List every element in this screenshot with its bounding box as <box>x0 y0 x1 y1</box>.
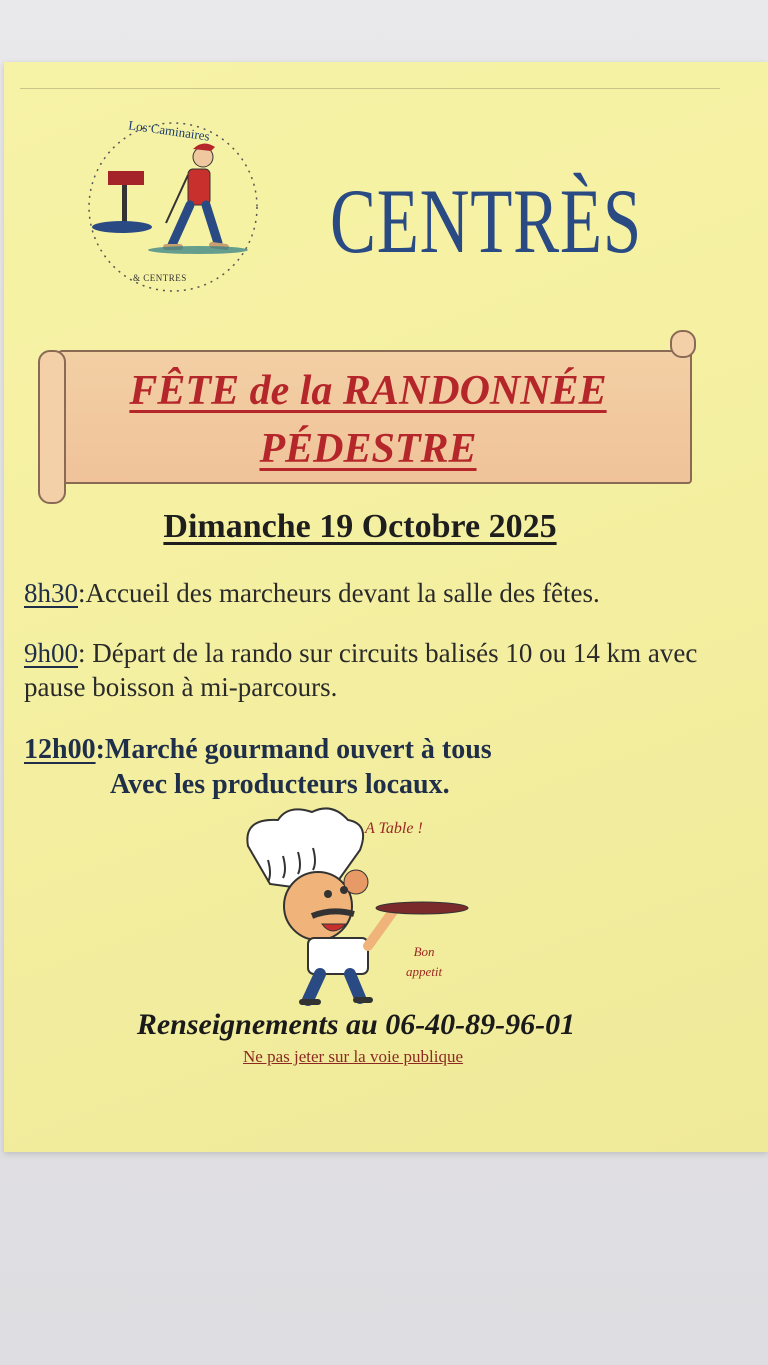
banner-roll-right <box>670 330 696 358</box>
program-text: : Départ de la rando sur circuits balisés 10 ou 14 km avec pause boisson à mi-parcours. <box>24 638 698 702</box>
program-time: 9h00 <box>24 638 78 668</box>
event-date: Dimanche 19 Octobre 2025 <box>163 508 557 545</box>
program-text: :Marché gourmand ouvert à tous <box>95 734 492 765</box>
event-title-line2: PÉDESTRE <box>259 426 477 472</box>
chef-note-a-table: A Table ! <box>365 820 423 837</box>
logo-bottom-text: & CENTRES <box>133 273 187 283</box>
disposal-notice: Ne pas jeter sur la voie publique <box>243 1047 463 1066</box>
event-title-line1: FÊTE de la RANDONNÉE <box>129 368 607 414</box>
logo-top-text: Los Caminaires <box>127 117 211 144</box>
program-time: 12h00 <box>24 734 96 765</box>
program-text: Avec les producteurs locaux. <box>110 769 450 800</box>
program-item <box>24 636 714 704</box>
chef-note-bon-appetit <box>406 942 442 982</box>
program-text: :Accueil des marcheurs devant la salle des fêtes. <box>78 578 600 608</box>
town-name: CENTRÈS <box>330 170 642 272</box>
program-item <box>24 576 600 610</box>
paper-fold-line <box>20 88 720 89</box>
program-item <box>110 768 450 802</box>
event-banner <box>38 330 700 502</box>
club-logo <box>78 115 268 300</box>
event-title <box>38 362 698 478</box>
program-item <box>24 733 492 767</box>
chef-note-line: appetit <box>406 964 443 979</box>
program-time: 8h30 <box>24 578 78 608</box>
chef-note-line: Bon <box>413 944 435 959</box>
contact-info: Renseignements au 06-40-89-96-01 <box>136 1008 576 1041</box>
